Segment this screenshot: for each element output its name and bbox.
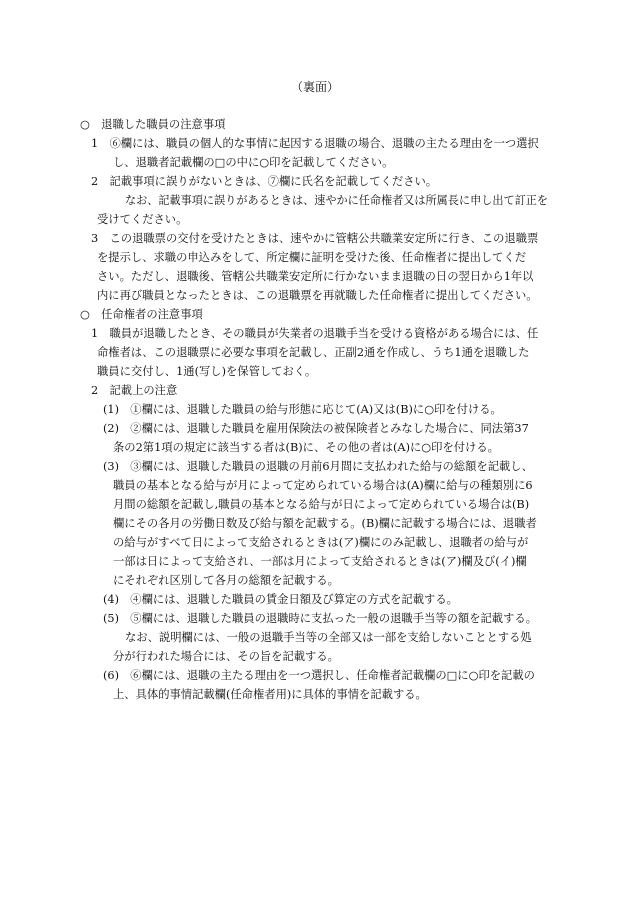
text-line: 1 職員が退職したとき、その職員が失業者の退職手当を受ける資格がある場合には、任 — [91, 327, 539, 340]
text-line: 分が行われた場合には、その旨を記載する。 — [113, 650, 339, 663]
text-line: なお、記載事項に誤りがあるときは、速やかに任命権者又は所属長に申し出て訂正を — [125, 194, 548, 207]
text-line: を提示し、求職の申込みをして、所定欄に証明を受けた後、任命権者に提出してくだ — [97, 251, 527, 264]
text-line: 1 ⑥欄には、職員の個人的な事情に起因する退職の場合、退職の主たる理由を一つ選択 — [91, 137, 539, 150]
text-line: さい。ただし、退職後、管轄公共職業安定所に行かないまま退職の日の翌日から1年以 — [97, 270, 534, 283]
text-line: の給与がすべて日によって支給されるときは(ア)欄にのみ記載し、退職者の給与が — [113, 536, 529, 549]
text-line: 条の2第1項の規定に該当する者は(B)に、その他の者は(A)に○印を付ける。 — [113, 441, 499, 454]
subheading-notes: 2 記載上の注意 — [91, 384, 178, 397]
text-line: 受けてください。 — [97, 213, 188, 226]
text-line: 欄にその各月の労働日数及び給与額を記載する。(B)欄に記載する場合には、退職者 — [113, 517, 537, 530]
text-line: 2 記載事項に誤りがないときは、⑦欄に氏名を記載してください。 — [91, 175, 438, 188]
text-line: (5) ⑤欄には、退職した職員の退職時に支払った一般の退職手当等の額を記載する。 — [103, 612, 537, 625]
text-line: (3) ③欄には、退職した職員の退職の月前6月間に支払われた給与の総額を記載し、 — [103, 460, 533, 473]
section-heading-retiree: ○ 退職した職員の注意事項 — [80, 118, 226, 131]
text-line: 上、具体的事情記載欄(任命権者用)に具体的事情を記載する。 — [113, 688, 427, 701]
text-line: 月間の総額を記載し,職員の基本となる給与が日によって定められている場合は(B) — [113, 498, 530, 511]
text-line: 3 この退職票の交付を受けたときは、速やかに管轄公共職業安定所に行き、この退職票 — [91, 232, 539, 245]
text-line: (6) ⑥欄には、退職の主たる理由を一つ選択し、任命権者記載欄の□に○印を記載の — [103, 669, 535, 682]
text-line: にそれぞれ区別して各月の総額を記載する。 — [113, 574, 339, 587]
text-line: 職員の基本となる給与が月によって定められている場合は(A)欄に給与の種類別に6 — [113, 479, 533, 492]
section-heading-appointer: ○ 任命権者の注意事項 — [80, 308, 203, 321]
text-line: なお、説明欄には、一般の退職手当等の全部又は一部を支給しないこととする処 — [125, 631, 532, 644]
text-line: (4) ④欄には、退職した職員の賃金日額及び算定の方式を記載する。 — [103, 593, 458, 606]
text-line: 内に再び職員となったときは、この退職票を再就職した任命権者に提出してください。 — [97, 289, 538, 302]
text-line: (2) ②欄には、退職した職員を雇用保険法の被保険者とみなした場合に、同法第37 — [103, 422, 529, 435]
text-line: し、退職者記載欄の□の中に○印を記載してください。 — [113, 156, 394, 169]
page-title: （裏面） — [290, 80, 339, 94]
text-line: 一部は日によって支給され、一部は月によって支給されるときは(ア)欄及び(イ)欄 — [113, 555, 527, 568]
text-line: 命権者は、この退職票に必要な事項を記載し、正副2通を作成し、うち1通を退職した — [97, 346, 530, 359]
text-line: (1) ①欄には、退職した職員の給与形態に応じて(A)又は(B)に○印を付ける。 — [103, 403, 502, 416]
text-line: 職員に交付し、1通(写し)を保管しておく。 — [97, 365, 317, 378]
